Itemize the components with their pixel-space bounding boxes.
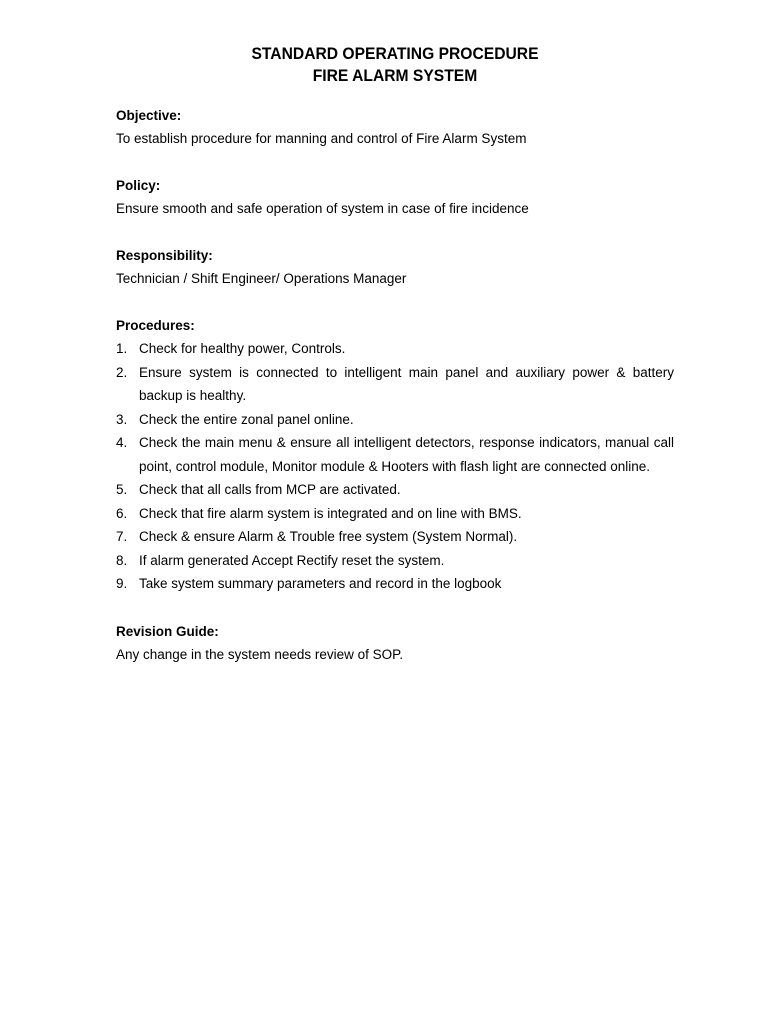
objective-section [116,104,674,150]
procedure-item [116,525,674,549]
policy-text: Ensure smooth and safe operation of system in case of fire incidence [116,201,529,216]
procedure-item [116,502,674,526]
policy-heading: Policy: [116,178,161,193]
procedures-list [116,337,674,596]
procedure-number: 5. [116,482,128,497]
procedure-number: 9. [116,576,128,591]
procedure-number: 1. [116,341,128,356]
procedure-text: Check the entire zonal panel online. [139,411,354,427]
procedure-item [116,337,674,361]
procedure-text: Check that all calls from MCP are activated. [139,482,401,497]
revision-text: Any change in the system needs review of SOP. [116,646,404,662]
procedure-number: 8. [116,552,128,568]
document-title [138,43,651,87]
procedure-number: 4. [116,435,128,450]
procedure-text: If alarm generated Accept Rectify reset the system. [139,552,445,568]
procedures-section [116,314,674,596]
document-page [116,43,674,666]
procedure-item [116,408,674,432]
responsibility-section [116,244,674,290]
responsibility-heading: Responsibility: [116,248,213,263]
procedure-number: 3. [116,411,128,427]
title-line-1: STANDARD OPERATING PROCEDURE [251,44,539,63]
procedure-item [116,572,674,596]
objective-text: To establish procedure for manning and control of Fire Alarm System [116,131,527,146]
revision-section [116,620,674,666]
procedure-text: Check for healthy power, Controls. [139,341,346,356]
procedure-item [116,431,674,478]
responsibility-text: Technician / Shift Engineer/ Operations Manager [116,271,407,286]
objective-heading: Objective: [116,108,182,123]
procedure-number: 6. [116,505,128,521]
title-line-2: FIRE ALARM SYSTEM [312,66,478,85]
procedure-text: Check & ensure Alarm & Trouble free system (System Normal). [139,529,518,544]
procedure-text: Take system summary parameters and record in the logbook [139,576,502,591]
procedure-item [116,478,674,502]
procedure-number: 7. [116,529,128,544]
procedure-item [116,361,674,408]
procedure-text: Check the main menu & ensure all intelligent detectors, response indicators, manual call point, control module, Monitor module & Hooters with flash light are connected online. [139,435,674,474]
revision-heading: Revision Guide: [116,623,219,639]
procedures-heading: Procedures: [116,318,195,333]
policy-section [116,174,674,220]
procedure-item [116,549,674,573]
procedure-text: Ensure system is connected to intelligent main panel and auxiliary power & battery backup is healthy. [139,364,674,403]
procedure-number: 2. [116,364,128,380]
procedure-text: Check that fire alarm system is integrated and on line with BMS. [139,505,522,521]
